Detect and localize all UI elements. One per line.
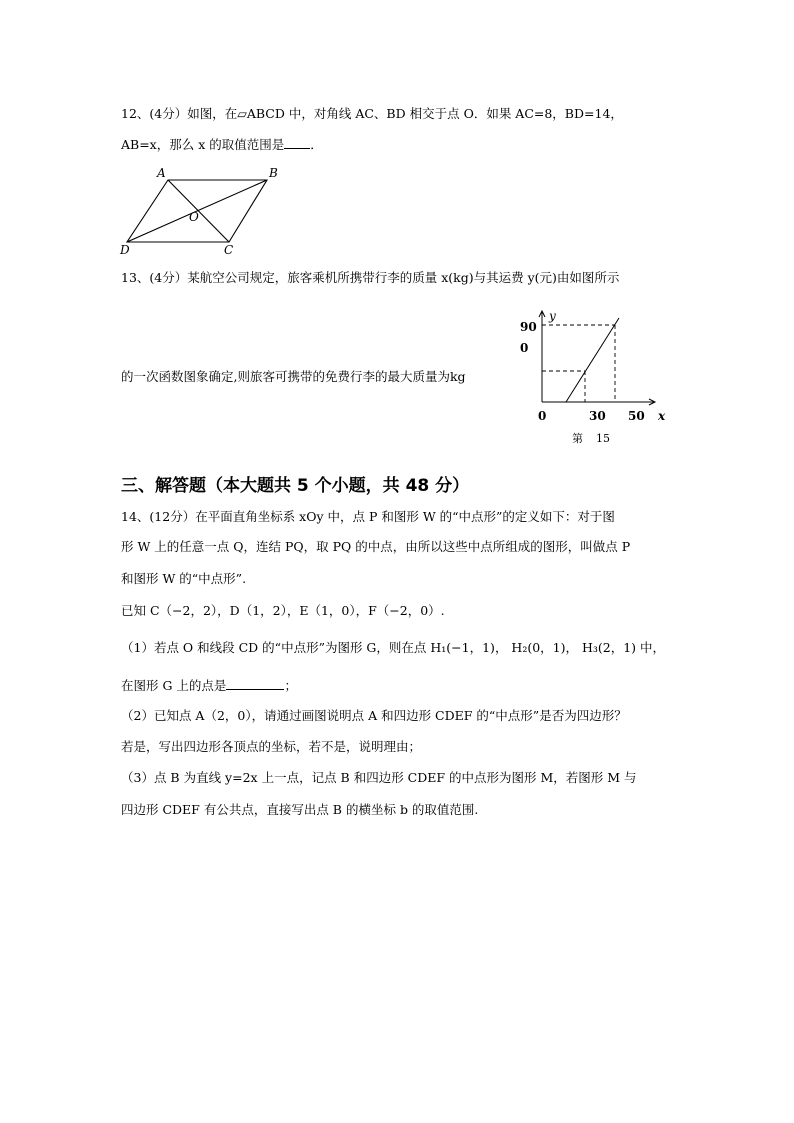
answer-blank-q12[interactable] [284, 136, 310, 149]
y-tick-90: 90 [520, 320, 537, 334]
q14-line-7: （2）已知点 A（2，0），请通过画图说明点 A 和四边形 CDEF 的“中点形”是否为四边形？ [121, 708, 627, 723]
section-heading: 三、解答题（本大题共 5 个小题，共 48 分） [121, 476, 470, 496]
q14-line-10: 四边形 CDEF 有公共点，直接写出点 B 的横坐标 b 的取值范围. [121, 802, 479, 817]
q14-line-9: （3）点 B 为直线 y=2x 上一点，记点 B 和四边形 CDEF 的中点形为图形 M，若图形 M 与 [121, 770, 637, 785]
q12-line-2-text: AB=x，那么 x 的取值范围是 [121, 137, 285, 152]
q14-line-6-text: 在图形 G 上的点是 [121, 678, 227, 693]
label-o: O [189, 210, 199, 224]
graph-caption-1: 第 [572, 432, 583, 445]
label-a: A [157, 166, 166, 180]
graph-caption-2: 15 [596, 432, 610, 445]
luggage-fee-graph [512, 306, 672, 448]
q12-line-2-end: ． [310, 137, 323, 152]
q14-line-4: 已知 C（−2，2），D（1，2），E（1，0），F（−2，0）. [121, 603, 445, 618]
y-axis-label: y [549, 309, 556, 323]
y-tick-0: 0 [520, 341, 529, 355]
q14-line-6-end: ； [284, 678, 297, 693]
label-b: B [269, 166, 278, 180]
label-d: D [120, 243, 130, 257]
q14-line-6 [121, 677, 297, 694]
q14-line-3: 和图形 W 的“中点形”. [121, 571, 247, 586]
q13-line-2: 的一次函数图象确定,则旅客可携带的免费行李的最大质量为kg [121, 369, 466, 384]
q12-line-1: 12、(4分）如图，在▱ABCD 中，对角线 AC、BD 相交于点 O．如果 AC=8，BD=14， [121, 106, 623, 121]
q14-line-5: （1）若点 O 和线段 CD 的“中点形”为图形 G，则在点 H₁(−1，1)， H₂(0，1)， H₃(2，1) 中， [121, 640, 666, 655]
x-tick-50: 50 [628, 409, 645, 423]
fee-line [566, 318, 619, 402]
origin-label: 0 [538, 409, 547, 423]
answer-blank-q14-1[interactable] [226, 677, 284, 690]
q14-line-8: 若是，写出四边形各顶点的坐标，若不是，说明理由； [121, 739, 422, 754]
label-c: C [224, 243, 234, 257]
x-tick-30: 30 [589, 409, 606, 423]
q14-line-2: 形 W 上的任意一点 Q，连结 PQ，取 PQ 的中点，由所以这些中点所组成的图形，叫做点 P [121, 539, 631, 554]
x-axis-label: x [658, 409, 666, 423]
q12-line-2 [121, 136, 323, 153]
q14-line-1: 14、(12分）在平面直角坐标系 xOy 中，点 P 和图形 W 的“中点形”的定义如下：对于图 [121, 509, 615, 524]
q13-line-1: 13、(4分）某航空公司规定，旅客乘机所携带行李的质量 x(kg)与其运费 y(元)由如图所示 [121, 270, 620, 285]
parallelogram-figure [112, 164, 292, 258]
